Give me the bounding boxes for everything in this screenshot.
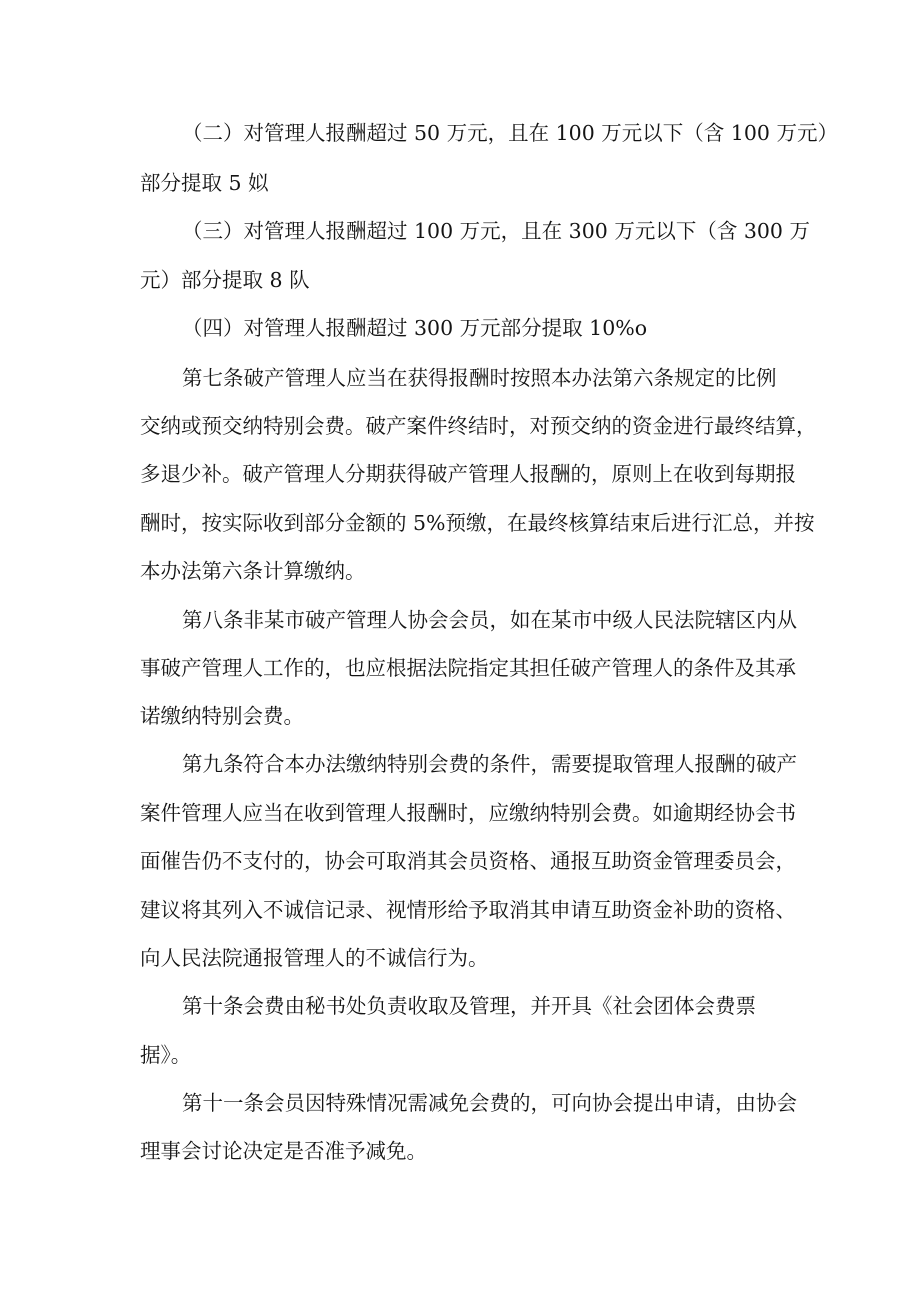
text-line: 交纳或预交纳特别会费。破产案件终结时，对预交纳的资金进行最终结算， bbox=[140, 414, 817, 438]
text-line: 第十一条会员因特殊情况需减免会费的，可向协会提出申请，由协会 bbox=[182, 1091, 797, 1115]
text-line: 本办法第六条计算缴纳。 bbox=[140, 559, 366, 583]
text-line: 第七条破产管理人应当在获得报酬时按照本办法第六条规定的比例 bbox=[182, 366, 777, 390]
text-line: 元）部分提取 8 队 bbox=[140, 268, 310, 292]
text-line: 多退少补。破产管理人分期获得破产管理人报酬的，原则上在收到每期报 bbox=[140, 462, 796, 486]
text-line: 理事会讨论决定是否准予减免。 bbox=[140, 1139, 427, 1163]
text-line: 第十条会费由秘书处负责收取及管理，并开具《社会团体会费票 bbox=[182, 994, 756, 1018]
text-line: 案件管理人应当在收到管理人报酬时，应缴纳特别会费。如逾期经协会书 bbox=[140, 801, 796, 825]
text-line: （二）对管理人报酬超过 50 万元，且在 100 万元以下（含 100 万元） bbox=[182, 121, 838, 145]
text-line: 建议将其列入不诚信记录、视情形给予取消其申请互助资金补助的资格、 bbox=[140, 898, 796, 922]
text-line: 部分提取 5 姒 bbox=[140, 171, 269, 195]
text-line: 酬时，按实际收到部分金额的 5%预缴，在最终核算结束后进行汇总，并按 bbox=[140, 511, 815, 535]
text-line: 面催告仍不支付的，协会可取消其会员资格、通报互助资金管理委员会， bbox=[140, 849, 796, 873]
text-line: （三）对管理人报酬超过 100 万元，且在 300 万元以下（含 300 万 bbox=[182, 219, 810, 243]
text-line: 第八条非某市破产管理人协会会员，如在某市中级人民法院辖区内从 bbox=[182, 608, 797, 632]
text-line: 第九条符合本办法缴纳特别会费的条件，需要提取管理人报酬的破产 bbox=[182, 752, 797, 776]
text-line: （四）对管理人报酬超过 300 万元部分提取 10%o bbox=[182, 316, 648, 340]
text-line: 向人民法院通报管理人的不诚信行为。 bbox=[140, 946, 489, 970]
text-line: 诺缴纳特别会费。 bbox=[140, 704, 304, 728]
text-line: 据》。 bbox=[140, 1043, 192, 1067]
text-line: 事破产管理人工作的，也应根据法院指定其担任破产管理人的条件及其承 bbox=[140, 656, 796, 680]
